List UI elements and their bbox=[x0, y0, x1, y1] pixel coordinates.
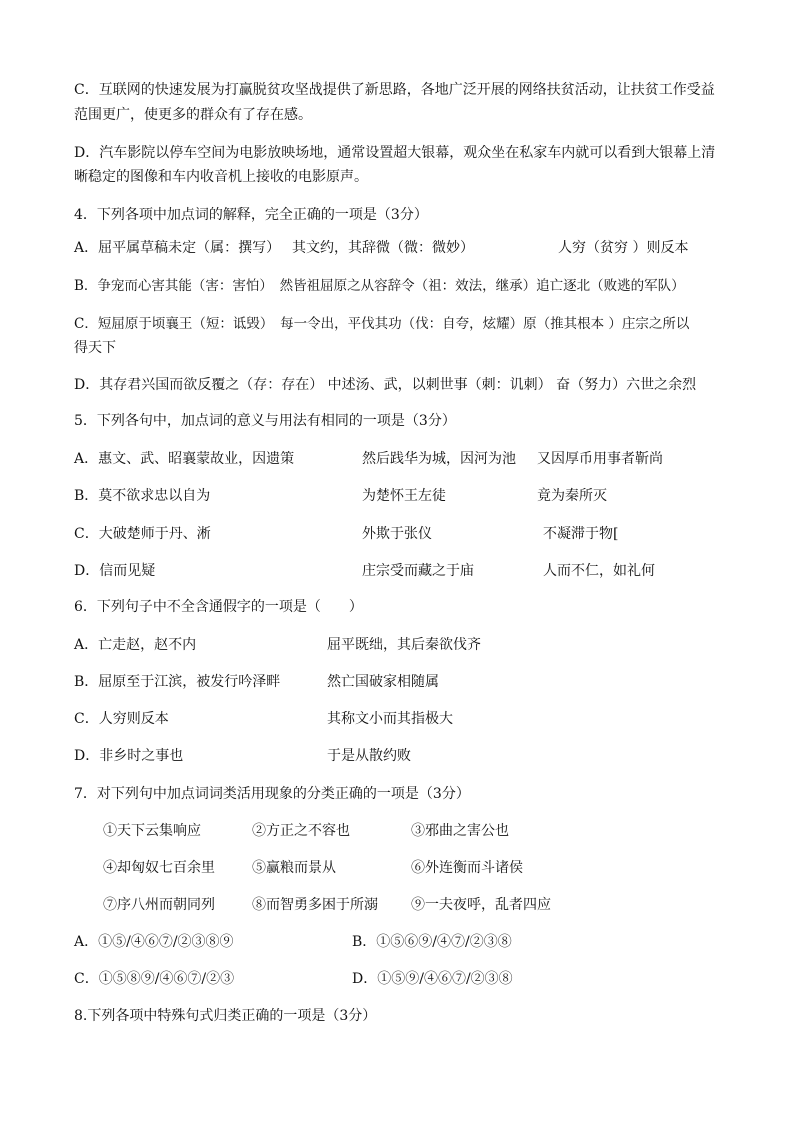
q5-row-a-col1: A．惠文、武、昭襄蒙故业，因遗策 bbox=[74, 451, 295, 467]
q5-row-d-col1: D．信而见疑 bbox=[74, 563, 156, 579]
q3-option-c-line1: C．互联网的快速发展为打赢脱贫攻坚战提供了新思路，各地广泛开展的网络扶贫活动，让扶贫工作受益 bbox=[74, 82, 715, 98]
q3-option-d-line2: 晰稳定的图像和车内收音机上接收的电影原声。 bbox=[74, 169, 368, 185]
q4-option-d: D．其存君兴国而欲反覆之（存：存在） 中述汤、武，以刺世事（刺：讥刺） 奋（努力）六世之余烈 bbox=[74, 377, 697, 393]
q7-item-1: ①天下云集响应 bbox=[103, 823, 201, 839]
q5-row-b-col3: 竟为秦所灭 bbox=[537, 488, 607, 504]
q5-row-d-col2: 庄宗受而藏之于庙 bbox=[362, 563, 474, 579]
q5-row-c-col1: C．大破楚师于丹、淅 bbox=[74, 526, 211, 542]
q3-option-d-line1: D．汽车影院以停车空间为电影放映场地，通常设置超大银幕，观众坐在私家车内就可以看到大银幕上清 bbox=[74, 145, 716, 161]
q7-item-8: ⑧而智勇多困于所溺 bbox=[252, 897, 378, 913]
q6-row-c-col1: C．人穷则反本 bbox=[74, 711, 169, 727]
q4-option-c-line1: C．短屈原于顷襄王（短：诋毁） 每一令出，平伐其功（伐：自夸，炫耀）原（推其根本 ）庄宗之所以 bbox=[74, 316, 690, 332]
q6-row-b-col1: B．屈原至于江滨，被发行吟泽畔 bbox=[74, 674, 281, 690]
q5-row-b-col2: 为楚怀王左徒 bbox=[362, 488, 446, 504]
q6-row-b-col2: 然亡国破家相随属 bbox=[327, 674, 439, 690]
q4-option-a-part3: 人穷（贫穷 ）则反本 bbox=[558, 240, 689, 256]
q6-row-d-col2: 于是从散约败 bbox=[327, 748, 411, 764]
q6-row-d-col1: D．非乡时之事也 bbox=[74, 748, 184, 764]
q5-row-a-col3: 又因厚币用事者靳尚 bbox=[537, 451, 663, 467]
q7-item-5: ⑤赢粮而景从 bbox=[252, 860, 336, 876]
q7-item-7: ⑦序八州而朝同列 bbox=[103, 897, 215, 913]
q4-option-b: B．争宠而心害其能（害：害怕） 然皆祖屈原之从容辞令（祖：效法，继承）追亡逐北（败逃的军队） bbox=[74, 278, 685, 294]
q7-item-2: ②方正之不容也 bbox=[252, 823, 350, 839]
q7-option-b: B．①⑤⑥⑨/④⑦/②③⑧ bbox=[352, 934, 512, 950]
q6-row-c-col2: 其称文小而其指极大 bbox=[327, 711, 453, 727]
q4-option-c-line2: 得天下 bbox=[74, 340, 116, 356]
q6-row-a-col2: 屈平既绌，其后秦欲伐齐 bbox=[327, 637, 481, 653]
q3-option-c-line2: 范围更广，使更多的群众有了存在感。 bbox=[74, 107, 312, 123]
q7-item-6: ⑥外连衡而斗诸侯 bbox=[411, 860, 523, 876]
q7-item-3: ③邪曲之害公也 bbox=[411, 823, 509, 839]
q7-item-9: ⑨一夫夜呼，乱者四应 bbox=[411, 897, 551, 913]
q5-row-c-col3: 不凝滞于物[ bbox=[543, 526, 619, 542]
q5-row-b-col1: B．莫不欲求忠以自为 bbox=[74, 488, 211, 504]
q5-row-a-col2: 然后践华为城，因河为池 bbox=[362, 451, 516, 467]
q4-option-a-part2: 其文约，其辞微（微：微妙） bbox=[292, 240, 474, 256]
q6-stem: 6．下列句子中不全含通假字的一项是（ ） bbox=[74, 599, 363, 615]
q8-stem: 8.下列各项中特殊句式归类正确的一项是（3分） bbox=[74, 1008, 377, 1024]
q7-item-4: ④却匈奴七百余里 bbox=[103, 860, 215, 876]
q7-option-a: A．①⑤/④⑥⑦/②③⑧⑨ bbox=[74, 934, 234, 950]
q6-row-a-col1: A．亡走赵，赵不内 bbox=[74, 637, 197, 653]
q5-stem: 5．下列各句中，加点词的意义与用法有相同的一项是（3分） bbox=[74, 413, 456, 429]
q7-option-c: C．①⑤⑧⑨/④⑥⑦/②③ bbox=[74, 971, 235, 987]
q5-row-d-col3: 人而不仁，如礼何 bbox=[543, 563, 655, 579]
q7-stem: 7．对下列句中加点词词类活用现象的分类正确的一项是（3分） bbox=[74, 786, 470, 802]
q5-row-c-col2: 外欺于张仪 bbox=[362, 526, 432, 542]
q4-stem: 4．下列各项中加点词的解释，完全正确的一项是（3分） bbox=[74, 207, 428, 223]
q7-option-d: D．①⑤⑨/④⑥⑦/②③⑧ bbox=[352, 971, 513, 987]
q4-option-a-part1: A．屈平属草稿未定（属：撰写） bbox=[74, 240, 281, 256]
